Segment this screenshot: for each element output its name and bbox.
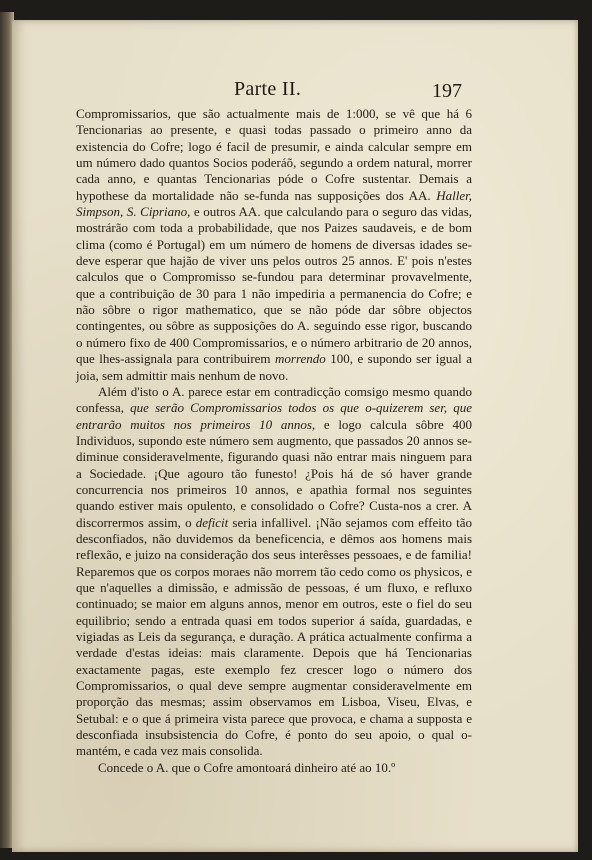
body-text bbox=[76, 106, 472, 776]
text-run: Concede o A. que o Cofre amontoará dinheiro até ao 10.º bbox=[98, 759, 396, 775]
text-run: Além d'isto o A. parece estar em contradicção comsigo mesmo quando confessa, bbox=[76, 383, 472, 416]
paragraph-1 bbox=[76, 106, 472, 384]
deficit-term: deficit bbox=[195, 514, 229, 530]
text-run: seria infallivel. ¡Não sejamos com effeito tão desconfiados, não duvidemos da beneficencia, e dêmos aos homens mais reflexão, e juizo na consideração dos seus interêsses pessoaes, e de familia! Reparemos que os corpos moraes não morrem tão cedo como os physicos, e que n'aquelles a dimissão, e admissão de pessoas, é um fluxo, e refluxo continuado; se maior em alguns annos, menor em outros, este o fiel do seu equilibrio; sendo a entrada quasi em todos superior á saída, guardadas, e vigiadas as Leis da segurança, e duração. A prática actualmente confirma a verdade d'estas ideias: mais claramente. Depois que há Tencionarias exactamente pagas, este exemplo fez crescer logo o número dos Compromissarios, o qual deve sempre augmentar consideravelmente em proporção das mesmas; assim observamos em Lisboa, Viseu, Elvas, e Setubal: e o que á primeira vista parece que provoca, e chama a supposta e desconfiada insubsistencia do Cofre, é ponto do seu apoio, o qual o-mantém, e cada vez mais consolida. bbox=[76, 514, 472, 759]
quotation: que serão Compromissarios todos os que o-quizerem ser, que entrarão muitos nos primeiros 10 annos, bbox=[76, 400, 472, 432]
text-run: Compromissarios, que são actualmente mais de 1:000, se vê que há 6 Tencionarias ao presente, e quasi todas passado o primeiro anno da existencia do Cofre; logo é facil de presumir, e ainda calcular sempre em um número dado quantos Socios poderáõ, segundo a ordem natural, morrer cada anno, e quantas Tencionarias póde o Cofre sustentar. Demais a hypothese da mortalidade não se-funda nas supposições dos AA. bbox=[76, 106, 472, 203]
text-run: 100, e supondo ser igual a joia, sem admittir mais nenhum de novo. bbox=[76, 351, 473, 383]
paragraph-3 bbox=[76, 760, 472, 776]
paragraph-2 bbox=[76, 384, 472, 760]
text-run: e logo calcula sôbre 400 Individuos, supondo este número sem augmento, que passados 20 annos se-diminue consideravelmente, figurando quasi não entrar mais ninguem para a Sociedade. ¡Que agouro tão funesto! ¿Pois há de só haver grande concurrencia nos primeiros 10 annos, e apathia formal nos seguintes quando estiver mais opulento, e consolidado o Cofre? Custa-nos a crer. A discorrermos assim, o bbox=[76, 416, 472, 530]
running-title: Parte II. bbox=[234, 78, 302, 100]
page-number: 197 bbox=[432, 80, 462, 102]
authors-names: Haller, Simpson, S. Cipriano, bbox=[76, 187, 473, 220]
book-page bbox=[12, 20, 578, 852]
emphasis: morrendo bbox=[275, 351, 326, 367]
page-header bbox=[12, 78, 578, 108]
text-run: e outros AA. que calculando para o seguro das vidas, mostrárão com toda a probabilidade, que nos Paizes saudaveis, e de bom clima (como é Portugal) em um número de homens de diversas idades se-deve esperar que hajão de viver uns pelos outros 25 annos. E' pois n'estes calculos que o Compromisso se-fundou para determinar provavelmente, que a contribuição de 30 para 1 não impediria a permanencia do Cofre; e não sôbre o rigor mathematico, que se não póde dar sôbre objectos contingentes, ou sôbre as supposições do A. seguindo esse rigor, buscando o número fixo de 400 Compromissarios, e o número arbitrario de 20 annos, que lhes-assignala para contribuirem bbox=[76, 204, 473, 367]
